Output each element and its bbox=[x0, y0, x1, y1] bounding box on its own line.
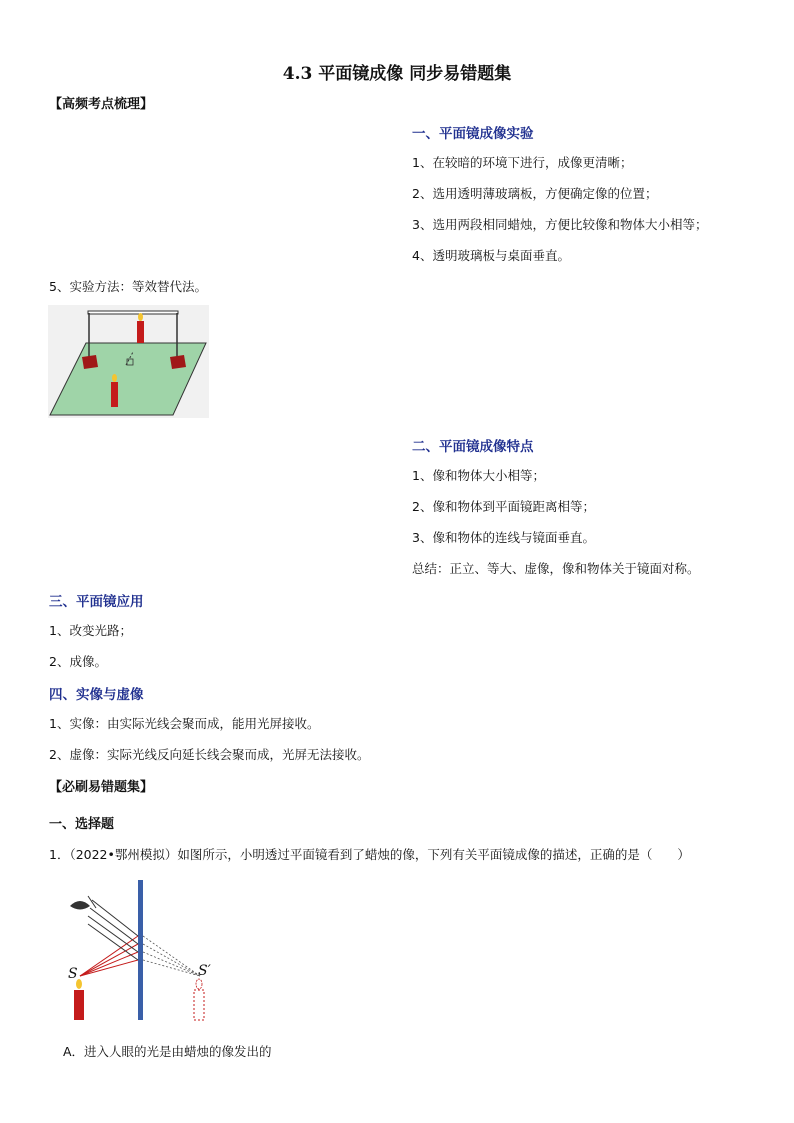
object-label: S bbox=[68, 966, 78, 982]
experiment-item: 5、实验方法：等效替代法。 bbox=[49, 279, 207, 294]
application-heading: 三、平面镜应用 bbox=[49, 594, 144, 610]
application-item: 2、成像。 bbox=[49, 654, 107, 669]
features-heading: 二、平面镜成像特点 bbox=[412, 439, 534, 455]
page-title: 4.3 平面镜成像 同步易错题集 bbox=[282, 64, 512, 84]
features-summary: 总结：正立、等大、虚像，像和物体关于镜面对称。 bbox=[412, 561, 700, 576]
section-label-exercises: 【必刷易错题集】 bbox=[49, 780, 154, 795]
features-item: 1、像和物体大小相等； bbox=[412, 468, 545, 483]
real-virtual-item: 2、虚像：实际光线反向延长线会聚而成，光屏无法接收。 bbox=[49, 747, 370, 762]
experiment-item: 2、选用透明薄玻璃板，方便确定像的位置； bbox=[412, 186, 658, 201]
option-a[interactable]: A．进入人眼的光是由蜡烛的像发出的 bbox=[63, 1044, 272, 1059]
experiment-item: 3、选用两段相同蜡烛，方便比较像和物体大小相等； bbox=[412, 217, 708, 232]
question-1-stem: 1．（2022•鄂州模拟）如图所示，小明透过平面镜看到了蜡烛的像，下列有关平面镜成像的描述，正确的是（ ） bbox=[49, 847, 690, 862]
section-label-key-points: 【高频考点梳理】 bbox=[49, 97, 154, 112]
mirror-figure bbox=[60, 878, 220, 1023]
real-virtual-item: 1、实像：由实际光线会聚而成，能用光屏接收。 bbox=[49, 716, 320, 731]
image-label: S′ bbox=[198, 963, 211, 979]
application-item: 1、改变光路； bbox=[49, 623, 132, 638]
features-item: 3、像和物体的连线与镜面垂直。 bbox=[412, 530, 595, 545]
part-label-choice: 一、选择题 bbox=[49, 817, 115, 832]
experiment-item: 4、透明玻璃板与桌面垂直。 bbox=[412, 248, 570, 263]
experiment-figure bbox=[48, 305, 209, 418]
experiment-item: 1、在较暗的环境下进行，成像更清晰； bbox=[412, 155, 633, 170]
experiment-heading: 一、平面镜成像实验 bbox=[412, 126, 534, 142]
features-item: 2、像和物体到平面镜距离相等； bbox=[412, 499, 595, 514]
real-virtual-heading: 四、实像与虚像 bbox=[49, 687, 144, 703]
